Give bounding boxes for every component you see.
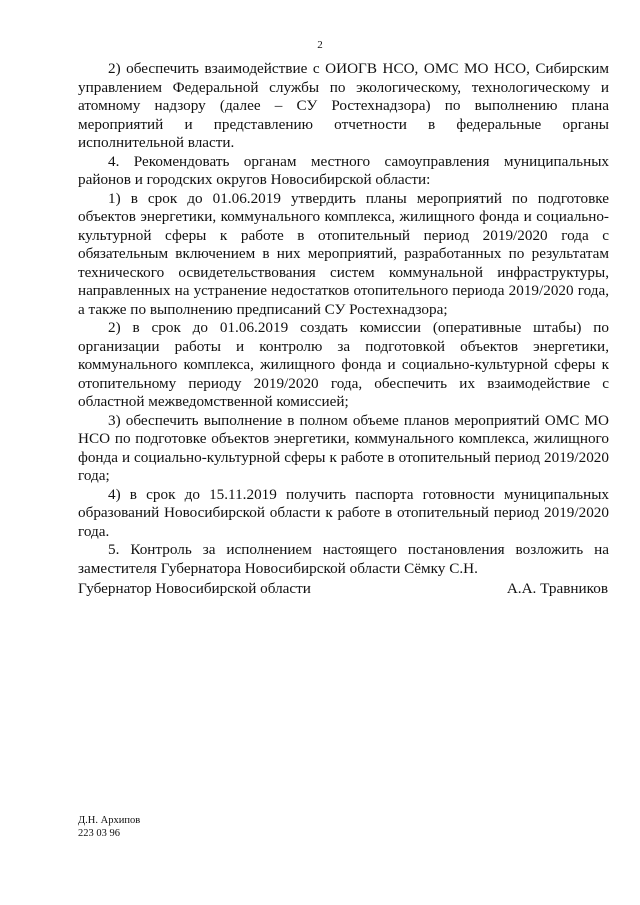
paragraph-4-2-create-commissions: 2) в срок до 01.06.2019 создать комиссии (оперативные штабы) по организации работы и контролю за подготовкой объектов энергетики, коммунального комплекса, жилищного фонда и социально-культурной сферы к отопительному периоду 2019/2020 года, обеспечить их взаимодействие с областной межведомственной комиссией; [78,319,609,410]
signatory-name: А.А. Травников [506,580,608,597]
executor-block [78,814,140,840]
paragraph-4-1-approve-plans: 1) в срок до 01.06.2019 утвердить планы мероприятий по подготовке объектов энергетики, коммунального комплекса, жилищного фонда и социально-культурной сферы к работе в отопительный период 2019/2020 года с обязательным включением в них мероприятий, разработанных по результатам технического освидетельствования систем коммунальной инфраструктуры, направленных на устранение недостатков отопительного периода 2019/2020 года, а также по выполнению предписаний СУ Ростехнадзора; [78,189,609,318]
paragraph-4-3-execute-plans: 3) обеспечить выполнение в полном объеме планов мероприятий ОМС МО НСО по подготовке объектов энергетики, коммунального комплекса, жилищного фонда и социально-культурной сферы к работе в отопительный период 2019/2020 года; [78,411,609,484]
page-number: 2 [317,39,323,51]
signatory-position: Губернатор Новосибирской области [78,580,311,597]
document-body [78,60,609,578]
executor-phone: 223 03 96 [78,828,120,839]
executor-name: Д.Н. Архипов [78,815,141,826]
paragraph-5-control: 5. Контроль за исполнением настоящего постановления возложить на заместителя Губернатора Новосибирской области Сёмку С.Н. [78,541,609,577]
paragraph-4-recommendation: 4. Рекомендовать органам местного самоуправления муниципальных районов и городских округов Новосибирской области: [78,152,609,188]
paragraph-item-2-coordination: 2) обеспечить взаимодействие с ОИОГВ НСО, ОМС МО НСО, Сибирским управлением Федеральной службы по экологическому, технологическому и атомному надзору (далее – СУ Ростехнадзора) по выполнению плана мероприятий и представлению отчетности в федеральные органы исполнительной власти. [78,60,609,151]
paragraph-4-4-readiness-passports: 4) в срок до 15.11.2019 получить паспорта готовности муниципальных образований Новосибирской области к работе в отопительный период 2019/2020 года. [78,485,609,540]
